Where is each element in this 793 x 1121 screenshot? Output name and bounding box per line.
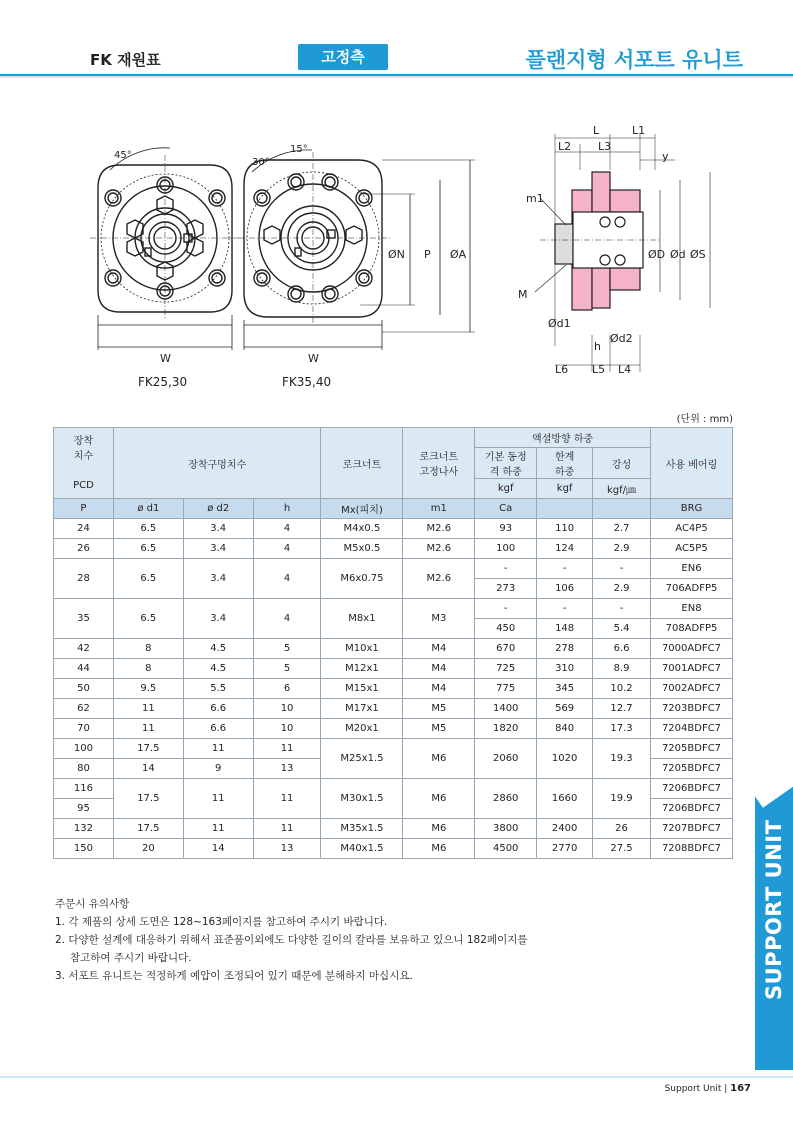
header-axial-load: 액셜방향 하중 <box>475 428 651 448</box>
param-h: h <box>253 499 321 519</box>
width-label-left: W <box>160 352 171 365</box>
dim-h-label: h <box>594 340 601 353</box>
angle-45-label: 45° <box>114 150 132 161</box>
header-mount-holes: 장착구멍치수 <box>113 428 321 499</box>
footer-label: Support Unit | <box>664 1084 728 1094</box>
dim-phi-d2-label: Ød2 <box>610 332 633 345</box>
flange-drawing-fk35 <box>238 150 475 350</box>
header-lock-screw: 로크너트 고정나사 <box>403 428 475 499</box>
dim-phi-S-label: ØS <box>690 248 706 261</box>
table-row: 273 106 2.9 706ADFP5 <box>54 579 733 599</box>
notes-title: 주문시 유의사항 <box>55 898 130 910</box>
table-row: 70 11 6.6 10 M20x1 M5 1820 840 17.3 7204BDFC7 <box>54 719 733 739</box>
param-brg: BRG <box>650 499 732 519</box>
side-tab-label: SUPPORT UNIT <box>762 819 786 1000</box>
header-badge: 고정측 <box>298 44 388 70</box>
table-row: 95 7206BDFC7 <box>54 799 733 819</box>
spec-table <box>53 427 733 859</box>
header-section-title: FK 재원표 <box>90 51 161 69</box>
table-row: 80 14 9 13 7205BDFC7 <box>54 759 733 779</box>
dim-L5-label: L5 <box>592 363 606 376</box>
dim-L4-label: L4 <box>618 363 632 376</box>
header-stiffness: 강성 <box>593 448 651 479</box>
unit-note: (단위 : mm) <box>676 414 733 425</box>
footer <box>665 1083 751 1094</box>
dim-phi-d-label: Ød <box>670 248 686 261</box>
param-limit <box>537 499 593 519</box>
header-limit-load: 한계 하중 <box>537 448 593 479</box>
angle-30-label: 30° <box>252 157 270 168</box>
caption-fk25-30: FK25,30 <box>138 375 188 389</box>
header-dynamic-load: 기본 동정 격 하중 <box>475 448 537 479</box>
dim-phi-D-label: ØD <box>648 248 666 261</box>
phi-a-label: ØA <box>450 248 467 261</box>
phi-n-label: ØN <box>388 248 405 261</box>
table-row: 44 8 4.5 5 M12x1 M4 725 310 8.9 7001ADFC7 <box>54 659 733 679</box>
param-d1: ø d1 <box>113 499 183 519</box>
dim-L6-label: L6 <box>555 363 569 376</box>
dim-L1-label: L1 <box>632 124 646 137</box>
table-row: 50 9.5 5.5 6 M15x1 M4 775 345 10.2 7002ADFC7 <box>54 679 733 699</box>
table-row: 150 20 14 13 M40x1.5 M6 4500 2770 27.5 7208BDFC7 <box>54 839 733 859</box>
dim-M-label: M <box>518 288 528 301</box>
note-3: 3. 서포트 유니트는 적정하게 예압이 조정되어 있기 때문에 분해하지 마십시요. <box>55 970 413 982</box>
param-d2: ø d2 <box>183 499 253 519</box>
header-rule-accent <box>0 74 793 76</box>
header-product-title: 플랜지형 서포트 유니트 <box>525 48 743 72</box>
order-notes <box>55 895 528 985</box>
unit-kgf-1: kgf <box>475 479 537 499</box>
table-row: 62 11 6.6 10 M17x1 M5 1400 569 12.7 7203BDFC7 <box>54 699 733 719</box>
table-row: 42 8 4.5 5 M10x1 M4 670 278 6.6 7000ADFC7 <box>54 639 733 659</box>
note-1: 1. 각 제품의 상세 도면은 128~163페이지를 참고하여 주시기 바랍니다. <box>55 916 388 928</box>
unit-kgf-2: kgf <box>537 479 593 499</box>
param-P: P <box>54 499 114 519</box>
table-row: 100 17.5 11 11 M25x1.5 M6 2060 1020 19.3 7205BDFC7 <box>54 739 733 759</box>
dim-y-label: y <box>662 150 669 163</box>
dim-phi-d1-label: Ød1 <box>548 317 571 330</box>
angle-15-label: 15° <box>290 144 308 155</box>
width-label-right: W <box>308 352 319 365</box>
p-label: P <box>424 248 431 261</box>
table-row: 450 148 5.4 708ADFP5 <box>54 619 733 639</box>
flange-drawing-fk25 <box>90 148 240 350</box>
table-row: 116 17.5 11 11 M30x1.5 M6 2860 1660 19.9 7206BDFC7 <box>54 779 733 799</box>
dim-L-label: L <box>593 124 600 137</box>
page-number: 167 <box>730 1083 751 1094</box>
note-2-cont: 참고하여 주시기 바랍니다. <box>70 952 192 964</box>
footer-rule <box>0 1076 793 1078</box>
dim-L3-label: L3 <box>598 140 612 153</box>
header-mount: 장착 치수 PCD <box>54 428 114 499</box>
table-row: 26 6.5 3.4 4 M5x0.5 M2.6 100 124 2.9 AC5P5 <box>54 539 733 559</box>
dim-m1-label: m1 <box>526 192 544 205</box>
table-row: 24 6.5 3.4 4 M4x0.5 M2.6 93 110 2.7 AC4P5 <box>54 519 733 539</box>
header-locknut: 로크너트 <box>321 428 403 499</box>
table-row: 35 6.5 3.4 4 M8x1 M3 - - - EN8 <box>54 599 733 619</box>
param-mx: Mx(피치) <box>321 499 403 519</box>
param-ca: Ca <box>475 499 537 519</box>
table-row: 132 17.5 11 11 M35x1.5 M6 3800 2400 26 7207BDFC7 <box>54 819 733 839</box>
dim-L2-label: L2 <box>558 140 572 153</box>
header-bearing: 사용 베어링 <box>650 428 732 499</box>
param-m1: m1 <box>403 499 475 519</box>
note-2: 2. 다양한 설계에 대응하기 위해서 표준품이외에도 다양한 길이의 칼라를 보유하고 있으니 182페이지를 <box>55 934 528 946</box>
technical-drawing <box>0 110 793 400</box>
param-stiff <box>593 499 651 519</box>
table-row: 28 6.5 3.4 4 M6x0.75 M2.6 - - - EN6 <box>54 559 733 579</box>
unit-kgf-um: kgf/㎛ <box>593 479 651 499</box>
caption-fk35-40: FK35,40 <box>282 375 332 389</box>
